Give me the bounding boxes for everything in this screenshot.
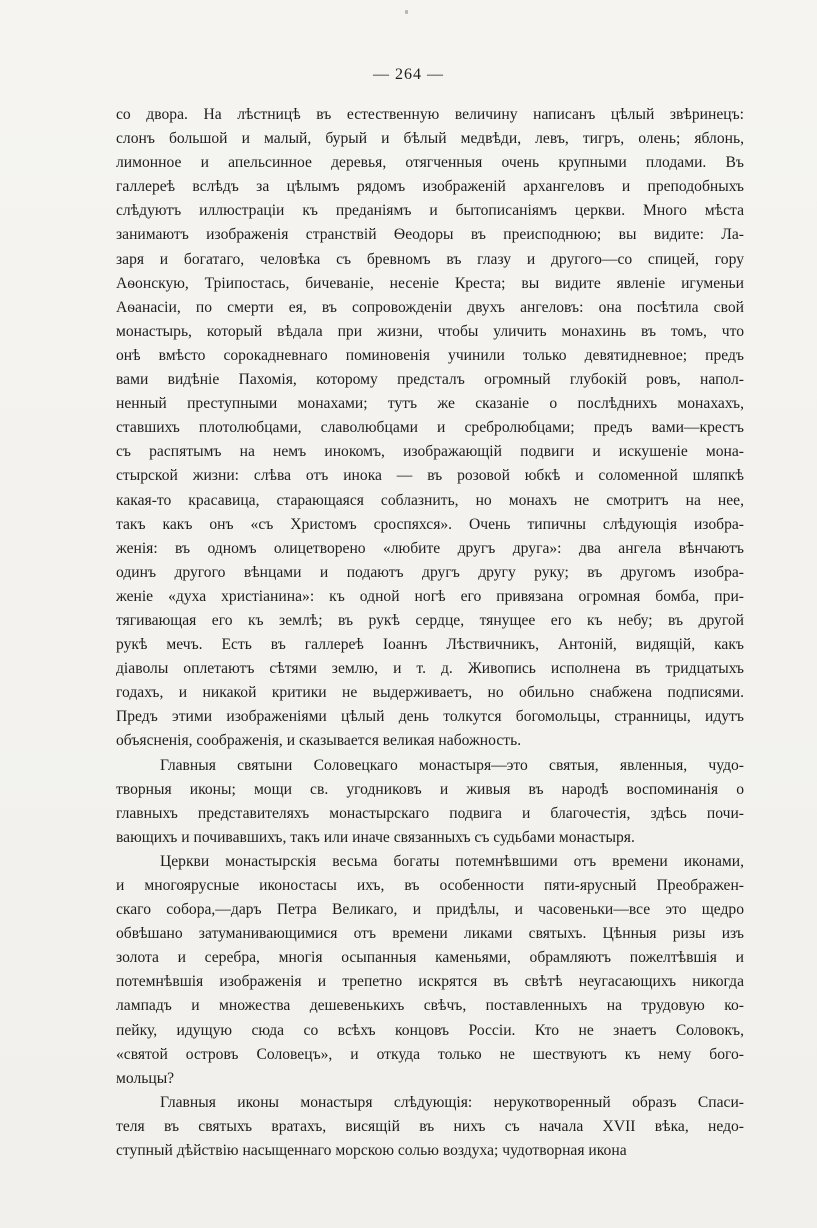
text-line: одинъ другого вѣнцами и подаютъ другъ другу руку; въ другомъ изобра- [116, 563, 744, 581]
text-line: лампадъ и множества дешевенькихъ свѣчъ, поставленныхъ на трудовую ко- [116, 997, 744, 1015]
text-line: творныя иконы; мощи св. угодниковъ и живыя въ народѣ воспоминанія о [116, 780, 744, 798]
text-line: Предъ этими изображеніями цѣлый день толкутся богомольцы, странницы, идутъ [116, 708, 744, 726]
text-line: годахъ, и никакой критики не выдерживаетъ, но обильно снабжена подписями. [116, 684, 744, 702]
text-line: діаволы оплетаютъ сѣтями землю, и т. д. Живопись исполнена въ тридцатыхъ [116, 660, 744, 678]
text-line: скаго собора,—даръ Петра Великаго, и придѣлы, и часовеньки—все это щедро [116, 901, 744, 919]
text-line: вами видѣніе Пахомія, которому предсталъ огромный глубокій ровъ, напол- [116, 371, 744, 389]
body-text [116, 103, 744, 1163]
text-line: золота и серебра, многія осыпанныя каменьями, обрамляютъ пожелтѣвшія и [116, 949, 744, 967]
text-line: Главныя иконы монастыря слѣдующія: нерукотворенный образъ Спаси- [160, 1093, 744, 1111]
text-line: и многоярусные иконостасы ихъ, въ особенности пяти-ярусный Преображен- [116, 877, 744, 894]
paragraph [116, 103, 744, 754]
text-line: какая-то красавица, старающаяся соблазнить, но монахъ не смотритъ на нее, [116, 491, 744, 509]
text-line: стырской жизни: слѣва отъ инока — въ розовой юбкѣ и соломенной шляпкѣ [116, 467, 744, 485]
text-line: женіе «духа христіанина»: къ одной ногѣ его привязана огромная бомба, при- [116, 587, 744, 605]
text-line: онѣ вмѣсто сорокадневнаго поминовенія учинили только девятидневное; предъ [116, 346, 744, 364]
text-line: Аѳонскую, Тріипостась, бичеваніе, несеніе Креста; вы видите явленіе игуменьи [116, 274, 744, 292]
text-line: монастырь, который вѣдала при жизни, чтобы уличить монахинь въ томъ, что [116, 322, 744, 340]
text-line: женія: въ одномъ олицетворено «любите другъ друга»: два ангела вѣнчаютъ [116, 539, 744, 557]
paragraph [116, 1091, 744, 1163]
text-line: слѣдуютъ иллюстраціи къ преданіямъ и бытописаніямъ церкви. Много мѣста [116, 202, 744, 220]
scan-speck [405, 10, 408, 14]
text-line: потемнѣвшія изображенія и трепетно искрятся въ свѣтѣ неугасающихъ никогда [116, 973, 744, 991]
paragraph [116, 850, 744, 1091]
text-line: главныхъ представителяхъ монастырскаго подвига и благочестія, здѣсь почи- [116, 804, 744, 822]
text-line: объясненія, соображенія, и сказывается великая набожность. [116, 732, 522, 750]
text-line: занимаютъ изображенія странствій Ѳеодоры въ преисподнюю; вы видите: Ла- [116, 226, 744, 244]
text-line: мольцы? [116, 1069, 175, 1087]
text-line: рукѣ мечъ. Есть въ галлереѣ Іоаннъ Лѣствичникъ, Антоній, видящій, какъ [116, 636, 744, 654]
text-line: Церкви монастырскія весьма богаты потемнѣвшими отъ времени иконами, [160, 852, 744, 870]
text-line: тягивающая его къ землѣ; въ рукѣ сердце, тянущее его къ небу; въ другой [116, 611, 744, 629]
text-line: ненный преступными монахами; тутъ же сказаніе о послѣднихъ монахахъ, [116, 395, 744, 413]
text-line: съ распятымъ на немъ инокомъ, изображающій подвиги и искушеніе мона- [116, 443, 744, 461]
text-line: заря и богатаго, человѣка съ бревномъ въ глазу и другого—со спицей, гору [116, 250, 744, 268]
text-line: ступный дѣйствію насыщеннаго морскою солью воздуха; чудотворная икона [116, 1142, 627, 1160]
page-number: — 264 — [373, 66, 444, 83]
text-line: теля въ святыхъ вратахъ, висящій въ нихъ съ начала XVII вѣка, недо- [116, 1117, 744, 1135]
text-line: галлереѣ вслѣдъ за цѣлымъ рядомъ изображеній архангеловъ и преподобныхъ [116, 178, 744, 196]
text-line: Главныя святыни Соловецкаго монастыря—это святыя, явленныя, чудо- [160, 756, 744, 774]
text-line: со двора. На лѣстницѣ въ естественную величину написанъ цѣлый звѣринецъ: [116, 106, 744, 123]
text-line: пейку, идущую сюда со всѣхъ концовъ Россіи. Кто не знаетъ Соловокъ, [116, 1021, 744, 1039]
text-line: слонъ большой и малый, бурый и бѣлый медвѣди, левъ, тигръ, олень; яблонь, [116, 130, 744, 148]
text-line: ставшихъ плотолюбцами, славолюбцами и сребролюбцами; предъ вами—крестъ [116, 419, 744, 437]
text-line: обвѣшано затуманивающимися отъ времени ликами святыхъ. Цѣнныя ризы изъ [116, 925, 744, 943]
text-line: вающихъ и почивавшихъ, такъ или иначе связанныхъ съ судьбами монастыря. [116, 828, 635, 846]
paragraph [116, 754, 744, 850]
text-line: лимонное и апельсинное деревья, отягченныя очень крупными плодами. Въ [116, 154, 744, 172]
text-line: «святой островъ Соловецъ», и откуда только не шествуютъ къ нему бого- [116, 1045, 744, 1063]
text-line: такъ какъ онъ «съ Христомъ сроспяхся». Очень типичны слѣдующія изобра- [116, 515, 744, 533]
text-line: Аѳанасіи, по смерти ея, въ сопровожденіи двухъ ангеловъ: она посѣтила свой [116, 298, 744, 316]
